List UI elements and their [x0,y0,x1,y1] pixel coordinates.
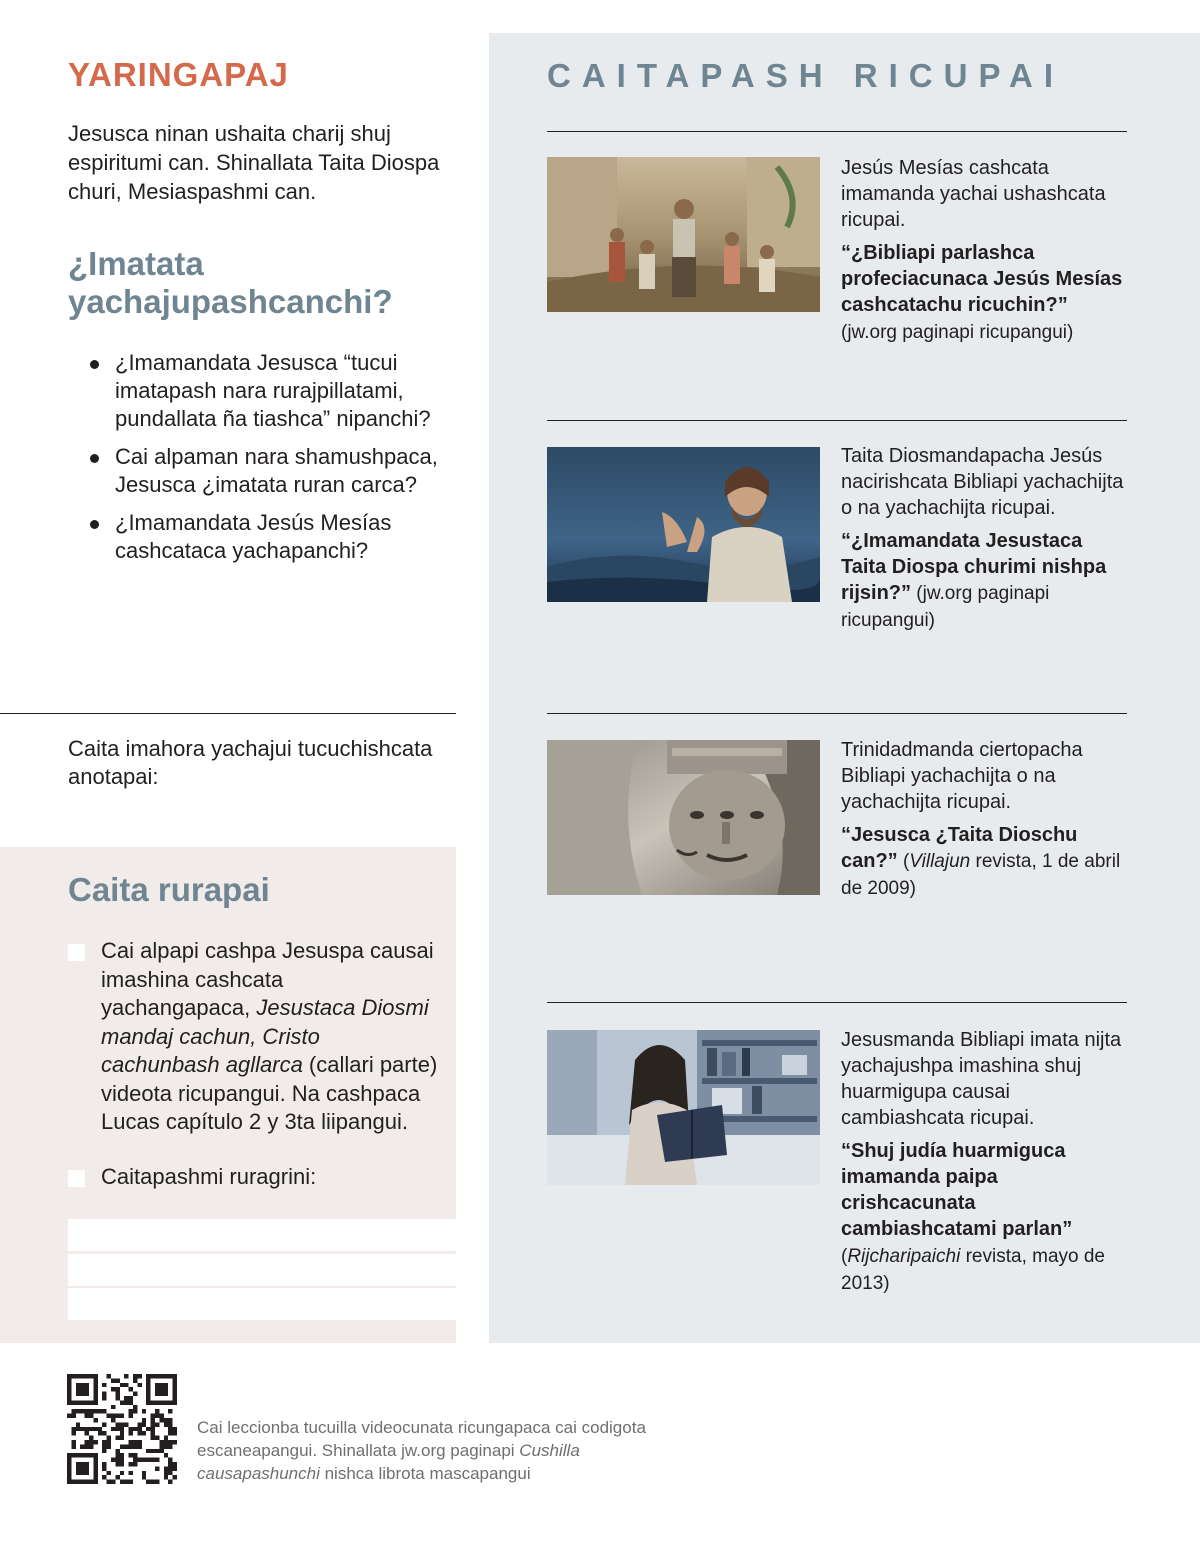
divider [547,713,1127,714]
try-this-item [68,1163,438,1192]
explore-item-reference[interactable]: “¿Bibliapi parlashca profeciacunaca Jesús Mesías cashcatachu ricuchin?” (jw.org paginapi ricupangui) [841,242,1123,343]
checkbox[interactable] [68,944,85,961]
review-question-text: Cai alpaman nara shamushpaca, Jesusca ¿imatata ruran carca? [115,444,438,497]
divider [547,420,1127,421]
explore-heading: CAITAPASH RICUPAI [547,57,1064,94]
explore-item-reference[interactable]: “¿Imamandata Jesustaca Taita Diospa churimi nishpa rijsin?” (jw.org paginapi ricupangui) [841,530,1107,631]
try-this-heading: Caita rurapai [68,871,270,908]
review-question-text: ¿Imamandata Jesusca “tucui imatapash nara rurajpillatami, pundallata ña tiashca” nipanchi? [115,350,431,431]
summary-heading: YARINGAPAJ [68,56,289,93]
writing-line[interactable] [68,1219,456,1251]
trinity-statue-image[interactable] [547,740,820,895]
review-question-text: ¿Imamandata Jesús Mesías cashcataca yachapanchi? [115,510,392,563]
explore-item-description: Trinidadmanda ciertopacha Bibliapi yachachijta o na yachachijta ricupai. [841,739,1083,813]
explore-item [841,155,1126,346]
qr-code[interactable] [67,1374,177,1484]
try-this-item [68,937,438,1137]
divider [0,713,456,714]
jesus-praying-image[interactable] [547,447,820,602]
divider [547,131,1127,132]
writing-line[interactable] [68,1254,456,1286]
footer-note: Cai leccionba tucuilla videocunata ricungapaca cai codigota escaneapangui. Shinallata jw.org paginapi Cushilla causapashunchi nishca librota mascapangui [197,1418,646,1483]
bullet-icon [90,360,99,369]
woman-reading-bible-image[interactable] [547,1030,820,1185]
explore-item [841,737,1126,902]
review-question [90,509,470,565]
explore-item-reference[interactable]: “Jesusca ¿Taita Dioschu can?” (Villajun revista, 1 de abril de 2009) [841,824,1121,899]
bullet-icon [90,454,99,463]
explore-item [841,443,1126,634]
try-this-item-text: Caitapashmi ruragrini: [101,1164,317,1189]
checkbox[interactable] [68,1170,85,1187]
explore-item-reference[interactable]: “Shuj judía huarmiguca imamanda paipa crishcacunata cambiashcatami parlan” (Rijcharipaichi revista, mayo de 2013) [841,1140,1105,1294]
bullet-icon [90,520,99,529]
explore-item-description: Jesusmanda Bibliapi imata nijta yachajushpa imashina shuj huarmigupa causai cambiashcata ricupai. [841,1029,1122,1129]
explore-item-description: Jesús Mesías cashcata imamanda yachai ushashcata ricupai. [841,157,1106,231]
review-question [90,349,470,433]
writing-line[interactable] [68,1288,456,1320]
jesus-entering-jerusalem-image[interactable] [547,157,820,312]
review-questions-list [90,349,470,575]
explore-item-description: Taita Diosmandapacha Jesús nacirishcata Bibliapi yachachijta o na yachachijta ricupai. [841,445,1124,519]
notes-label: Caita imahora yachajui tucuchishcata anotapai: [68,736,433,789]
review-question [90,443,470,499]
divider [547,1002,1127,1003]
review-heading: ¿Imatata yachajupashcanchi? [68,245,393,320]
summary-text: Jesusca ninan ushaita charij shuj espiritumi can. Shinallata Taita Diospa churi, Mesiaspashmi can. [68,121,440,204]
explore-item [841,1027,1126,1297]
try-this-item-text: Cai alpapi cashpa Jesuspa causai imashina cashcata yachangapaca, Jesustaca Diosmi mandaj cachun, Cristo cachunbash agllarca (callari parte) videota ricupangui. Na cashpaca Lucas capítulo 2 y 3ta liipangui. [101,938,438,1134]
